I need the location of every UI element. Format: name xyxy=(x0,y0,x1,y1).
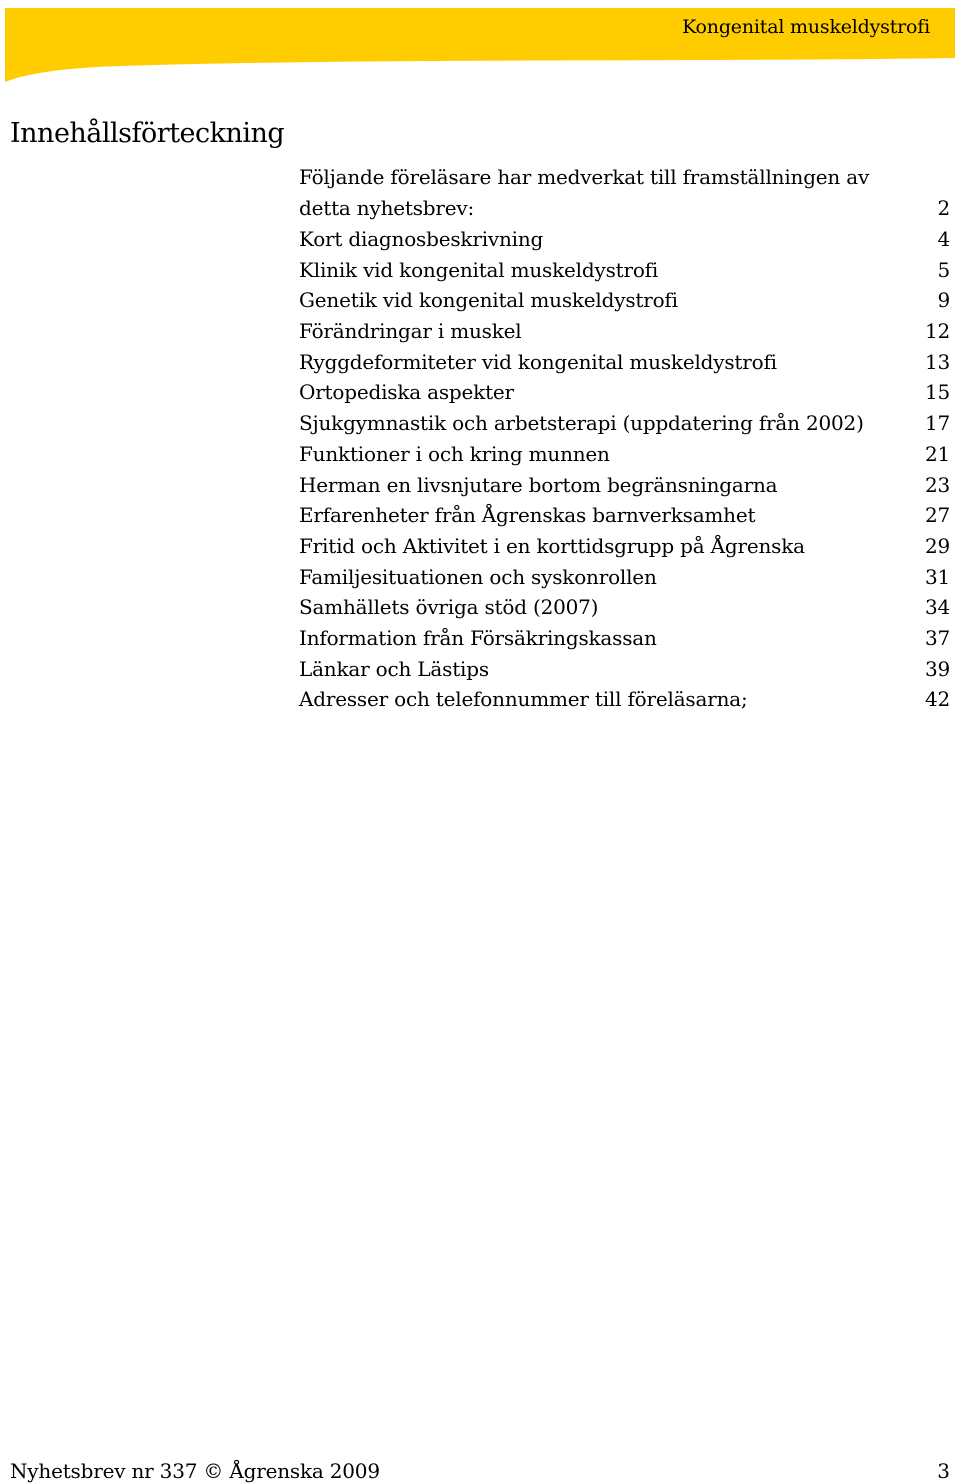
toc-entry-page: 12 xyxy=(924,319,950,344)
toc-intro-line1: Följande föreläsare har medverkat till framställningen av xyxy=(299,165,870,189)
toc-entry-page: 5 xyxy=(937,257,950,282)
toc-intro-line2: detta nyhetsbrev: xyxy=(299,196,475,220)
toc-entry[interactable] xyxy=(299,224,950,255)
toc-entry-title: Klinik vid kongenital muskeldystrofi xyxy=(299,257,659,282)
toc-entry-page: 4 xyxy=(937,227,950,251)
toc-entry-title: Sjukgymnastik och arbetsterapi (uppdatering från 2002) xyxy=(299,411,864,436)
footer-page-number: 3 xyxy=(937,1459,950,1483)
toc-entry[interactable] xyxy=(299,470,950,501)
toc-entry-page: 27 xyxy=(924,503,950,528)
table-of-contents xyxy=(299,224,950,715)
toc-entry[interactable] xyxy=(299,592,950,623)
toc-entry[interactable] xyxy=(299,623,950,654)
toc-entry[interactable] xyxy=(299,316,950,347)
toc-entry[interactable] xyxy=(299,285,950,316)
toc-intro xyxy=(299,162,950,224)
toc-entry-page: 42 xyxy=(924,687,950,712)
toc-entry[interactable] xyxy=(299,500,950,531)
toc-entry[interactable] xyxy=(299,347,950,378)
toc-entry-page: 17 xyxy=(924,411,950,436)
toc-entry-title: Genetik vid kongenital muskeldystrofi xyxy=(299,288,678,313)
toc-entry[interactable] xyxy=(299,684,950,715)
toc-intro-page: 2 xyxy=(937,196,950,220)
toc-entry-page: 29 xyxy=(924,533,950,558)
footer-text: Nyhetsbrev nr 337 © Ågrenska 2009 xyxy=(10,1459,380,1483)
toc-entry-title: Ortopediska aspekter xyxy=(299,380,514,405)
toc-entry-page: 13 xyxy=(924,349,950,374)
header-band xyxy=(0,0,960,90)
toc-entry[interactable] xyxy=(299,531,950,562)
toc-entry-title: Erfarenheter från Ågrenskas barnverksamhet xyxy=(299,503,756,528)
toc-entry[interactable] xyxy=(299,562,950,593)
toc-entry-title: Adresser och telefonnummer till föreläsarna; xyxy=(299,687,748,712)
page-title: Innehållsförteckning xyxy=(10,118,285,149)
toc-entry-page: 37 xyxy=(924,625,950,650)
toc-entry-title: Fritid och Aktivitet i en korttidsgrupp på Ågrenska xyxy=(299,533,805,558)
toc-entry-page: 39 xyxy=(924,656,950,681)
toc-entry-title: Herman en livsnjutare bortom begränsningarna xyxy=(299,472,778,497)
toc-entry[interactable] xyxy=(299,255,950,286)
toc-entry-page: 34 xyxy=(924,595,950,620)
toc-entry[interactable] xyxy=(299,654,950,685)
toc-entry-page: 15 xyxy=(924,380,950,405)
toc-entry[interactable] xyxy=(299,439,950,470)
toc-entry-title: Ryggdeformiteter vid kongenital muskeldystrofi xyxy=(299,349,777,374)
toc-entry[interactable] xyxy=(299,377,950,408)
toc-entry-page: 31 xyxy=(924,564,950,589)
toc-entry-page: 21 xyxy=(924,441,950,466)
header-title: Kongenital muskeldystrofi xyxy=(682,16,930,38)
toc-entry-page: 9 xyxy=(937,288,950,313)
toc-entry[interactable] xyxy=(299,408,950,439)
toc-intro-row xyxy=(299,193,950,224)
toc-entry-title: Länkar och Lästips xyxy=(299,656,489,681)
toc-entry-title: Förändringar i muskel xyxy=(299,319,522,344)
toc-entry-title: Funktioner i och kring munnen xyxy=(299,441,610,466)
toc-entry-title: Familjesituationen och syskonrollen xyxy=(299,564,657,589)
toc-entry-title: Kort diagnosbeskrivning xyxy=(299,227,544,251)
toc-entry-page: 23 xyxy=(924,472,950,497)
toc-entry-title: Samhällets övriga stöd (2007) xyxy=(299,595,599,620)
toc-entry-title: Information från Försäkringskassan xyxy=(299,625,657,650)
